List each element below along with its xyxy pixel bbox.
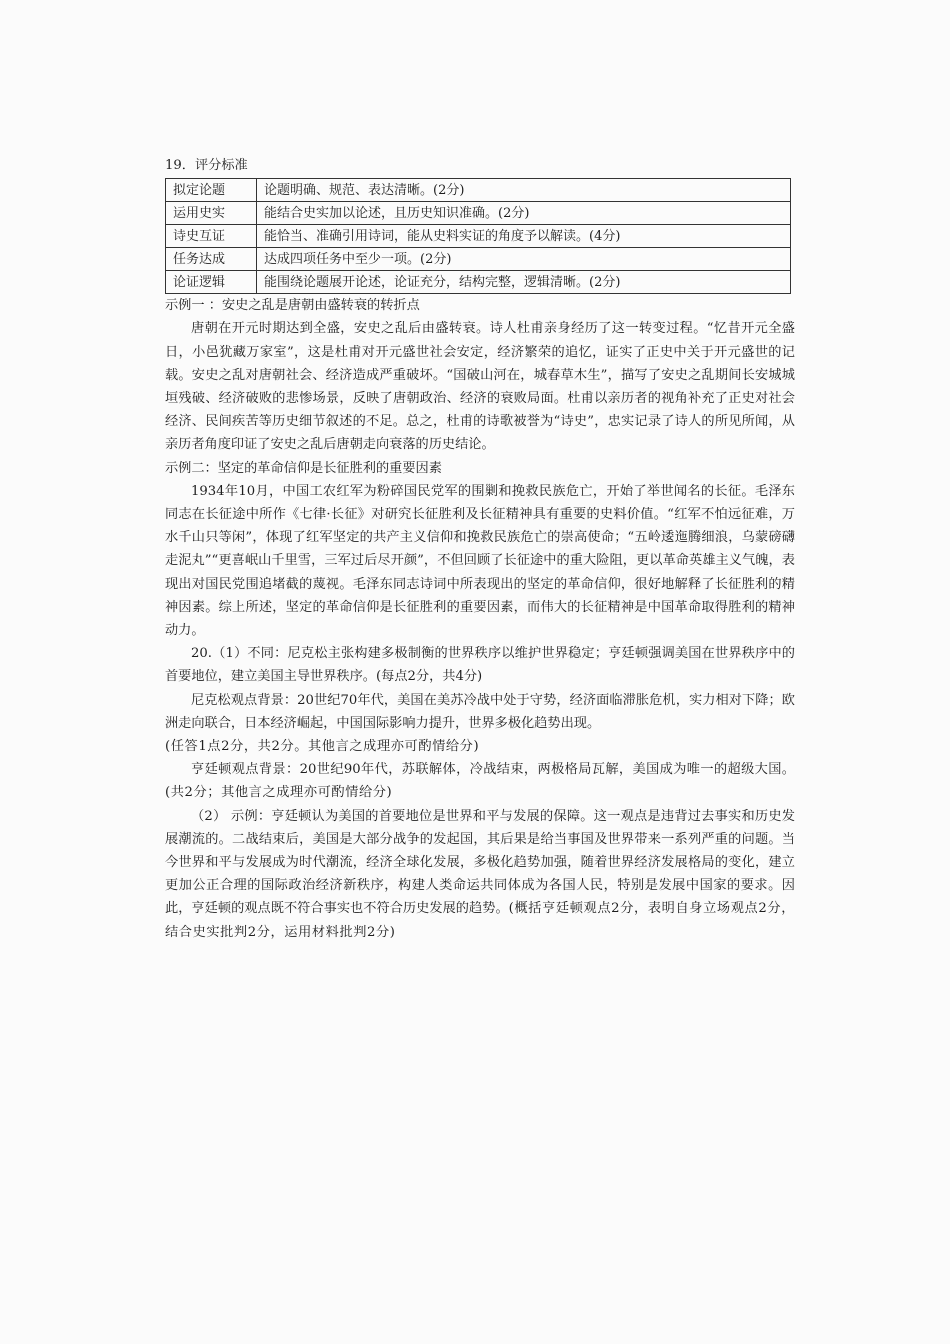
rubric-criterion: 论证逻辑 [166, 271, 257, 294]
table-row [166, 248, 791, 271]
example-2-title: 示例二：坚定的革命信仰是长征胜利的重要因素 [165, 460, 442, 476]
huntington-background [165, 758, 795, 804]
huntington-background-text: 亨廷顿观点背景：20世纪90年代，苏联解体，冷战结束，两极格局瓦解，美国成为唯一的超级大国。 [191, 762, 795, 778]
nixon-scoring-note: (任答1点2分，共2分。其他言之成理亦可酌情给分) [165, 739, 480, 755]
example-1-body: 唐朝在开元时期达到全盛，安史之乱后由盛转衰。诗人杜甫亲身经历了这一转变过程。“忆昔开元全盛日，小邑犹藏万家室”，这是杜甫对开元盛世社会安定，经济繁荣的追忆，证实了正史中关于开元盛世的记载。安史之乱对唐朝社会、经济造成严重破坏。“国破山河在，城春草木生”，描写了安史之乱期间长安城城垣残破、经济破败的悲惨场景，反映了唐朝政治、经济的衰败局面。杜甫以亲历者的视角补充了正史对社会经济、民间疾苦等历史细节叙述的不足。总之，杜甫的诗歌被誉为“诗史”，忠实记录了诗人的所见所闻，从亲历者角度印证了安史之乱后唐朝走向衰落的历史结论。 [165, 321, 795, 453]
rubric-criterion: 诗史互证 [166, 225, 257, 248]
example-2-body: 1934年10月，中国工农红军为粉碎国民党军的围剿和挽救民族危亡，开始了举世闻名的长征。毛泽东同志在长征途中所作《七律·长征》对研究长征胜利及长征精神具有重要的史料价值。“红军不怕远征难，万水千山只等闲”，体现了红军坚定的共产主义信仰和挽救民族危亡的崇高使命；“五岭逶迤腾细浪，乌蒙磅礴走泥丸”“更喜岷山千里雪，三军过后尽开颜”，不但回顾了长征途中的重大险阻，更以革命英雄主义气魄，表现出对国民党围追堵截的蔑视。毛泽东同志诗词中所表现出的坚定的革命信仰，很好地解释了长征胜利的精神因素。综上所述，坚定的革命信仰是长征胜利的重要因素，而伟大的长征精神是中国革命取得胜利的精神动力。 [165, 483, 795, 639]
rubric-criterion: 任务达成 [166, 248, 257, 271]
nixon-background [165, 689, 795, 735]
table-row [166, 271, 791, 294]
q20-part1: 20.（1）不同：尼克松主张构建多极制衡的世界秩序以维护世界稳定；亨廷顿强调美国在世界秩序中的首要地位，建立美国主导世界秩序。(每点2分，共4分) [165, 646, 795, 685]
table-row [166, 202, 791, 225]
answer-page [165, 154, 795, 944]
rubric-desc: 能结合史实加以论述，且历史知识准确。(2分) [257, 202, 791, 225]
rubric-criterion: 运用史实 [166, 202, 257, 225]
rubric-desc: 能围绕论题展开论述，论证充分，结构完整，逻辑清晰。(2分) [257, 271, 791, 294]
nixon-background-text: 尼克松观点背景：20世纪70年代，美国在美苏冷战中处于守势，经济面临滞胀危机，实力相对下降；欧洲走向联合，日本经济崛起，中国国际影响力提升，世界多极化趋势出现。 [165, 692, 795, 731]
q19-heading: 19．评分标准 [165, 158, 248, 173]
rubric-table [165, 178, 791, 294]
table-row [166, 225, 791, 248]
q20-part2-text: （2） 示例：亨廷顿认为美国的首要地位是世界和平与发展的保障。这一观点是违背过去事实和历史发展潮流的。二战结束后，美国是大部分战争的发起国，其后果是给当事国及世界带来一系列严重的问题。当今世界和平与发展成为时代潮流，经济全球化发展，多极化趋势加强，随着世界经济发展格局的变化，建立更加公正合理的国际政治经济新秩序，构建人类命运共同体成为各国人民，特别是发展中国家的要求。因此，亨廷顿的观点既不符合事实也不符合历史发展的趋势。 [165, 808, 795, 917]
rubric-desc: 论题明确、规范、表达清晰。(2分) [257, 179, 791, 202]
example-1-title: 示例一 ：安史之乱是唐朝由盛转衰的转折点 [165, 298, 420, 314]
rubric-desc: 达成四项任务中至少一项。(2分) [257, 248, 791, 271]
q20-part2 [165, 805, 795, 944]
huntington-scoring-note: (共2分；其他言之成理亦可酌情给分) [165, 785, 393, 801]
q20-part2-scoring-note: (概括亨廷顿观点2分，表明自身立场观点2分，结合史实批判2分，运用材料批判2分) [165, 901, 796, 940]
table-row [166, 179, 791, 202]
rubric-criterion: 拟定论题 [166, 179, 257, 202]
rubric-desc: 能恰当、准确引用诗词，能从史料实证的角度予以解读。(4分) [257, 225, 791, 248]
